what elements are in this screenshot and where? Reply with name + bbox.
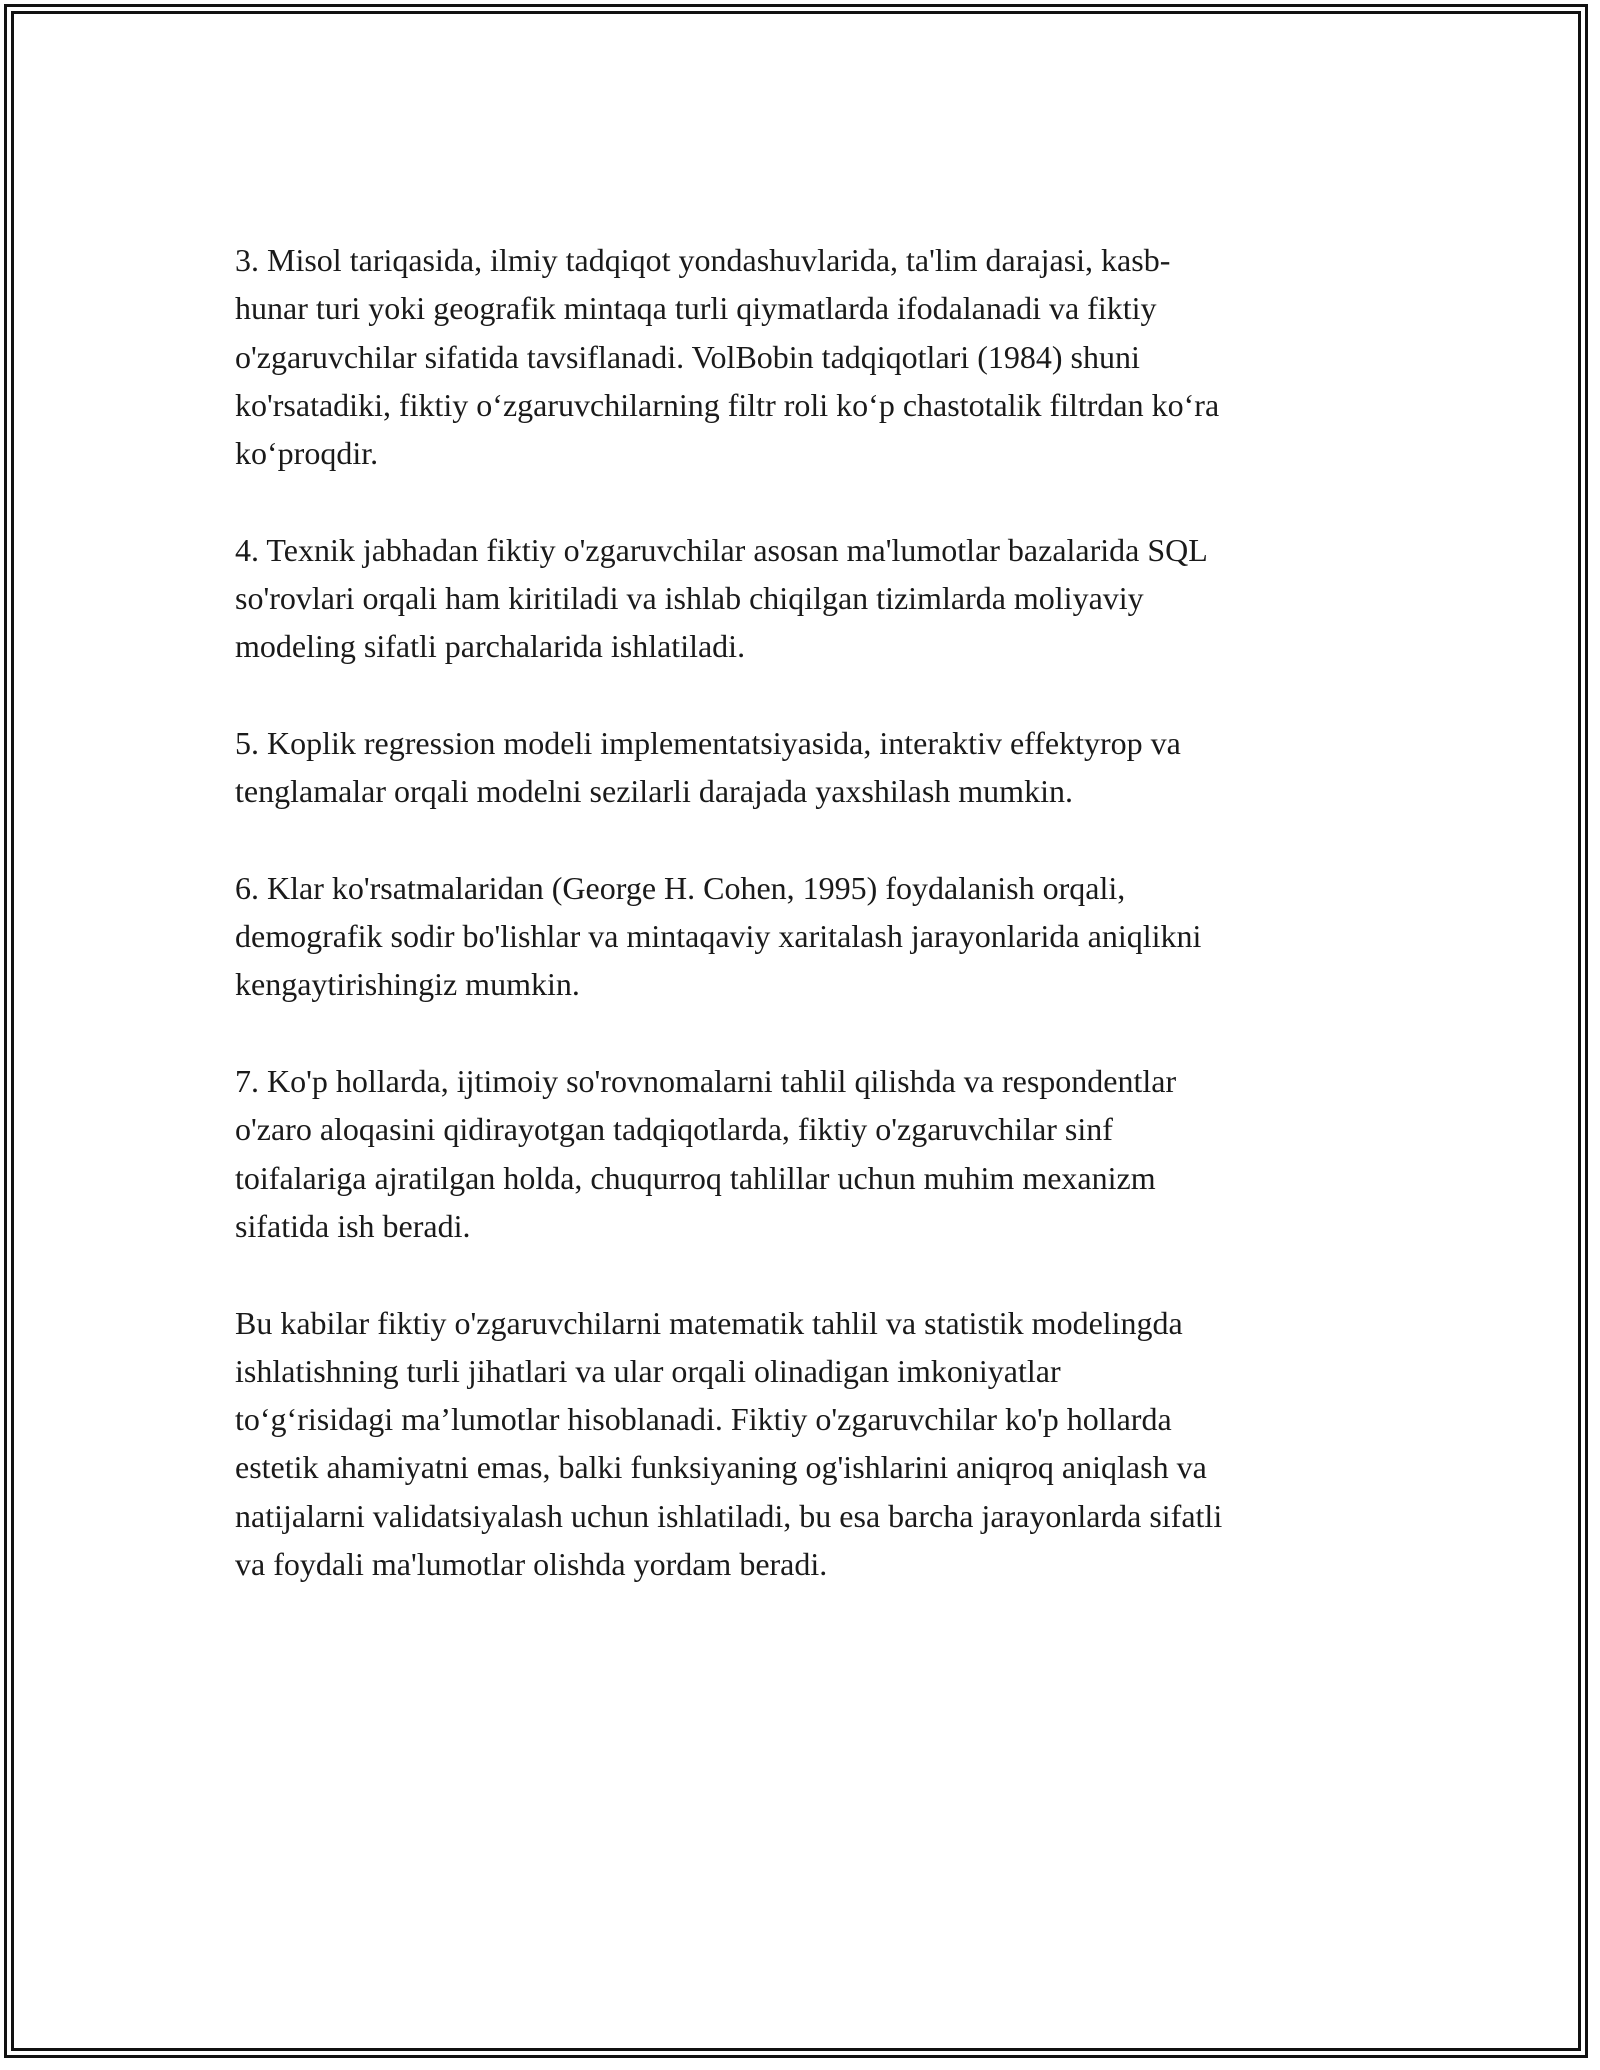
text-line: to‘g‘risidagi ma’lumotlar hisoblanadi. Fiktiy o'zgaruvchilar ko'p hollarda <box>235 1401 1172 1438</box>
text-line: so'rovlari orqali ham kiritiladi va ishlab chiqilgan tizimlarda moliyaviy <box>235 580 1144 617</box>
text-line: va foydali ma'lumotlar olishda yordam beradi. <box>235 1546 828 1583</box>
text-line: ishlatishning turli jihatlari va ular orqali olinadigan imkoniyatlar <box>235 1352 1061 1389</box>
document-body <box>235 236 1375 1637</box>
text-line: 6. Klar ko'rsatmalaridan (George H. Cohen, 1995) foydalanish orqali, <box>235 869 1126 906</box>
text-line: 7. Ko'p hollarda, ijtimoiy so'rovnomalarni tahlil qilishda va respondentlar <box>235 1063 1177 1100</box>
text-line: 4. Texnik jabhadan fiktiy o'zgaruvchilar asosan ma'lumotlar bazalarida SQL <box>235 531 1208 568</box>
paragraph-3 <box>235 236 1375 477</box>
text-line: 5. Koplik regression modeli implementatsiyasida, interaktiv effektyrop va <box>235 724 1181 761</box>
text-line: o'zgaruvchilar sifatida tavsiflanadi. VolBobin tadqiqotlari (1984) shuni <box>235 338 1140 375</box>
text-line: 3. Misol tariqasida, ilmiy tadqiqot yondashuvlarida, ta'lim darajasi, kasb- <box>235 242 1171 278</box>
paragraph-5 <box>235 719 1375 816</box>
text-line: tenglamalar orqali modelni sezilarli darajada yaxshilash mumkin. <box>235 773 1073 810</box>
paragraph-6 <box>235 864 1375 1009</box>
text-line: ko‘proqdir. <box>235 435 379 472</box>
text-line: o'zaro aloqasini qidirayotgan tadqiqotlarda, fiktiy o'zgaruvchilar sinf <box>235 1111 1113 1148</box>
text-line: estetik ahamiyatni emas, balki funksiyaning og'ishlarini aniqroq aniqlash va <box>235 1449 1207 1486</box>
text-line: Bu kabilar fiktiy o'zgaruvchilarni matematik tahlil va statistik modelingda <box>235 1304 1183 1341</box>
text-line: kengaytirishingiz mumkin. <box>235 966 580 1003</box>
paragraph-conclusion <box>235 1299 1375 1589</box>
text-line: natijalarni validatsiyalash uchun ishlatiladi, bu esa barcha jarayonlarda sifatli <box>235 1497 1223 1534</box>
text-line: hunar turi yoki geografik mintaqa turli qiymatlarda ifodalanadi va fiktiy <box>235 290 1157 327</box>
paragraph-7 <box>235 1057 1375 1250</box>
text-line: ko'rsatadiki, fiktiy o‘zgaruvchilarning filtr roli ko‘p chastotalik filtrdan ko‘ra <box>235 386 1220 423</box>
text-line: toifalariga ajratilgan holda, chuqurroq tahlillar uchun muhim mexanizm <box>235 1159 1156 1196</box>
text-line: modeling sifatli parchalarida ishlatiladi. <box>235 628 746 665</box>
paragraph-4 <box>235 526 1375 671</box>
text-line: sifatida ish beradi. <box>235 1207 471 1244</box>
text-line: demografik sodir bo'lishlar va mintaqaviy xaritalash jarayonlarida aniqlikni <box>235 918 1202 955</box>
